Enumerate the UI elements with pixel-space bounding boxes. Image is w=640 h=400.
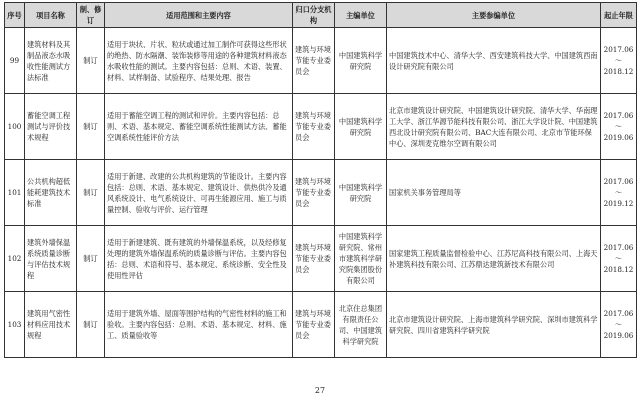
row-committee: 建筑与环境节能专业委员会 (293, 160, 335, 226)
row-scope: 适用于新建、改建的公共机构建筑的节能设计。主要内容包括：总则、术语、基本规定、建筑设计、供热供冷及通风系统设计、电气系统设计、可再生能源应用、施工与质量控制、验收与评价、运行管理 (105, 160, 293, 226)
row-participants: 中国建筑技术中心、清华大学、西安建筑科技大学、中国建筑西南设计研究院有限公司 (387, 28, 601, 94)
row-committee: 建筑与环境节能专业委员会 (293, 94, 335, 160)
period-sep: ～ (614, 188, 623, 197)
period-start: 2017.06 (603, 309, 634, 318)
row-no: 100 (5, 94, 25, 160)
row-type: 制订 (77, 226, 105, 292)
period-end: 2019.06 (603, 133, 634, 142)
table-row (5, 94, 637, 160)
row-no: 99 (5, 28, 25, 94)
row-type: 制订 (77, 28, 105, 94)
standards-table (4, 2, 637, 358)
row-no: 103 (5, 292, 25, 358)
row-editor: 中国建筑科学研究院、常州市建筑科学研究院集团股份有限公司 (335, 226, 387, 292)
period-end: 2019.06 (603, 331, 634, 340)
row-participants: 国家建筑工程质量监督检验中心、江苏尼高科技有限公司、上海天补建筑科技有限公司、江苏鼎达建筑新技术有限公司 (387, 226, 601, 292)
period-start: 2017.06 (603, 243, 634, 252)
header-editor: 主编单位 (335, 3, 387, 28)
row-editor: 北京住总集团有限责任公司、中国建筑科学研究院 (335, 292, 387, 358)
header-type: 制、修订 (77, 3, 105, 28)
row-scope: 适用于建筑外墙、屋面等围护结构的气密性材料的施工和验收。主要内容包括：总则、术语、基本规定、材料、施工、质量验收等 (105, 292, 293, 358)
page-number: 27 (314, 386, 326, 395)
row-type: 制订 (77, 94, 105, 160)
row-name: 建筑用气密性材料应用技术规程 (25, 292, 77, 358)
row-participants: 北京市建筑设计研究院、上海市建筑科学研究院、深圳市建筑科学研究院、四川省建筑科学研究院 (387, 292, 601, 358)
row-committee: 建筑与环境节能专业委员会 (293, 292, 335, 358)
period-end: 2019.12 (603, 199, 634, 208)
period-sep: ～ (614, 320, 623, 329)
row-editor: 中国建筑科学研究院 (335, 94, 387, 160)
row-scope: 适用于新建建筑、既有建筑的外墙保温系统，以及经修复处理的建筑外墙保温系统的质量诊断与评估。主要内容包括：总则、术语和符号、基本规定、系统诊断、安全性及使用性评估 (105, 226, 293, 292)
row-participants: 北京市建筑设计研究院、中国建筑设计研究院、清华大学、华南理工大学、浙江华源节能科技有限公司、浙江大学设计院、中国建筑西北设计研究院有限公司、BAC大连有限公司、北京市节能环保中心、深圳麦克维尔空调有限公司 (387, 94, 601, 160)
header-scope: 适用范围和主要内容 (105, 3, 293, 28)
header-participants: 主要参编单位 (387, 3, 601, 28)
row-period (601, 160, 637, 226)
row-name: 建筑材料及其制品液态水吸收性能测试方法标准 (25, 28, 77, 94)
row-period (601, 28, 637, 94)
table-header-row (5, 3, 637, 28)
row-period (601, 292, 637, 358)
row-participants: 国家机关事务管理局等 (387, 160, 601, 226)
table-row (5, 226, 637, 292)
period-start: 2017.06 (603, 45, 634, 54)
row-scope: 适用于蓄能空调工程的测试和评价。主要内容包括：总则、术语、基本规定、蓄能空调系统性能测试方法、蓄能空调系统性能评价方法 (105, 94, 293, 160)
row-no: 101 (5, 160, 25, 226)
period-sep: ～ (614, 56, 623, 65)
period-start: 2017.06 (603, 177, 634, 186)
row-type: 制订 (77, 160, 105, 226)
standards-table-sheet (4, 2, 636, 358)
row-name: 公共机构超低能耗建筑技术标准 (25, 160, 77, 226)
row-name: 建筑外墙保温系统质量诊断与评估技术规程 (25, 226, 77, 292)
row-committee: 建筑与环境节能专业委员会 (293, 226, 335, 292)
row-committee: 建筑与环境节能专业委员会 (293, 28, 335, 94)
period-sep: ～ (614, 122, 623, 131)
row-period (601, 226, 637, 292)
row-scope: 适用于块状、片状、粒状或通过加工制作可获得这些形状的绝热、防水隔潮、装饰装修等用途的各种建筑材料液态水吸收性能的测试。主要内容包括：总则、术语、装置、材料、试样制备、试验程序、结果处理、报告 (105, 28, 293, 94)
row-no: 102 (5, 226, 25, 292)
row-type: 制订 (77, 292, 105, 358)
row-editor: 中国建筑科学研究院 (335, 160, 387, 226)
period-end: 2018.12 (603, 67, 634, 76)
period-sep: ～ (614, 254, 623, 263)
period-end: 2018.12 (603, 265, 634, 274)
period-start: 2017.06 (603, 111, 634, 120)
table-row (5, 28, 637, 94)
header-name: 项目名称 (25, 3, 77, 28)
header-period: 起止年限 (601, 3, 637, 28)
header-committee: 归口分支机构 (293, 3, 335, 28)
table-row (5, 160, 637, 226)
row-period (601, 94, 637, 160)
table-row (5, 292, 637, 358)
row-editor: 中国建筑科学研究院 (335, 28, 387, 94)
header-no: 序号 (5, 3, 25, 28)
row-name: 蓄能空调工程测试与评价技术规程 (25, 94, 77, 160)
